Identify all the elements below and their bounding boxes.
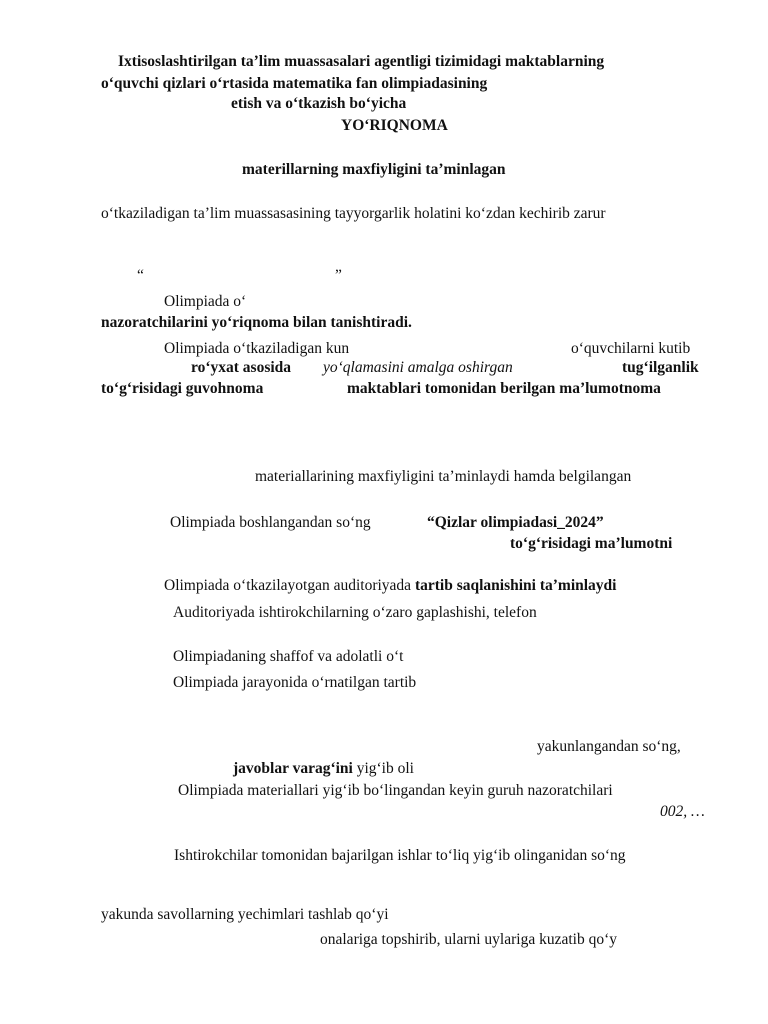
paragraph-11-text: yig‘ib oli bbox=[352, 760, 414, 777]
paragraph-3-line-3a: to‘g‘risidagi guvohnoma bbox=[101, 380, 264, 397]
paragraph-5-line-1b: “Qizlar olimpiadasi_2024” bbox=[427, 514, 604, 531]
header-line-1: Ixtisoslashtirilgan ta’lim muassasalari agentligi tizimidagi maktablarning bbox=[118, 53, 605, 70]
paragraph-6-bold: tartib saqlanishini ta’minlaydi bbox=[414, 577, 617, 594]
paragraph-3-line-2c: tug‘ilganlik bbox=[622, 359, 699, 376]
paragraph-6-text: Olimpiada o‘tkazilayotgan auditoriyada bbox=[164, 577, 415, 594]
quote-open: “ bbox=[137, 267, 144, 284]
paragraph-3-line-2a: ro‘yxat asosida bbox=[191, 359, 292, 376]
paragraph-6 bbox=[164, 577, 616, 595]
paragraph-2-end: nazoratchilarini yo‘riqnoma bilan tanishtiradi. bbox=[101, 314, 412, 331]
quote-close: ” bbox=[335, 267, 342, 284]
paragraph-10: yakunlangandan so‘ng, bbox=[537, 738, 681, 755]
paragraph-8: Olimpiadaning shaffof va adolatli o‘t bbox=[173, 648, 404, 665]
paragraph-5-line-1a: Olimpiada boshlangandan so‘ng bbox=[170, 514, 371, 531]
paragraph-14: yakunda savollarning yechimlari tashlab qo‘yi bbox=[101, 906, 389, 923]
paragraph-3-line-1b: o‘quvchilarni kutib bbox=[571, 340, 691, 357]
paragraph-15: onalariga topshirib, ularni uylariga kuzatib qo‘y bbox=[320, 931, 617, 948]
header-line-3: etish va o‘tkazish bo‘yicha bbox=[231, 95, 407, 112]
paragraph-1: o‘tkaziladigan ta’lim muassasasining tayyorgarlik holatini ko‘zdan kechirib zarur bbox=[101, 205, 606, 222]
paragraph-11-bold: javoblar varag‘ini bbox=[233, 760, 353, 777]
paragraph-2-start: Olimpiada o‘ bbox=[164, 293, 247, 310]
paragraph-13: Ishtirokchilar tomonidan bajarilgan ishlar to‘liq yig‘ib olinganidan so‘ng bbox=[174, 847, 626, 864]
header-line-2: o‘quvchi qizlari o‘rtasida matematika fan olimpiadasining bbox=[101, 75, 488, 92]
paragraph-12-continuation: 002, … bbox=[660, 803, 705, 820]
paragraph-5-line-2: to‘g‘risidagi ma’lumotni bbox=[510, 535, 673, 552]
paragraph-9: Olimpiada jarayonida o‘rnatilgan tartib bbox=[173, 674, 417, 691]
paragraph-7: Auditoriyada ishtirokchilarning o‘zaro gaplashishi, telefon bbox=[173, 604, 537, 621]
document-subtitle: materillarning maxfiyligini ta’minlagan bbox=[242, 161, 506, 178]
document-title: YO‘RIQNOMA bbox=[341, 117, 448, 134]
paragraph-12: Olimpiada materiallari yig‘ib bo‘lingandan keyin guruh nazoratchilari bbox=[178, 782, 613, 799]
paragraph-3-line-3b: maktablari tomonidan berilgan ma’lumotnoma bbox=[347, 380, 661, 397]
paragraph-3-line-2b: yo‘qlamasini amalga oshirgan bbox=[323, 359, 513, 376]
paragraph-4: materiallarining maxfiyligini ta’minlaydi hamda belgilangan bbox=[255, 468, 632, 485]
paragraph-3-line-1a: Olimpiada o‘tkaziladigan kun bbox=[164, 340, 350, 357]
paragraph-11 bbox=[233, 760, 414, 778]
